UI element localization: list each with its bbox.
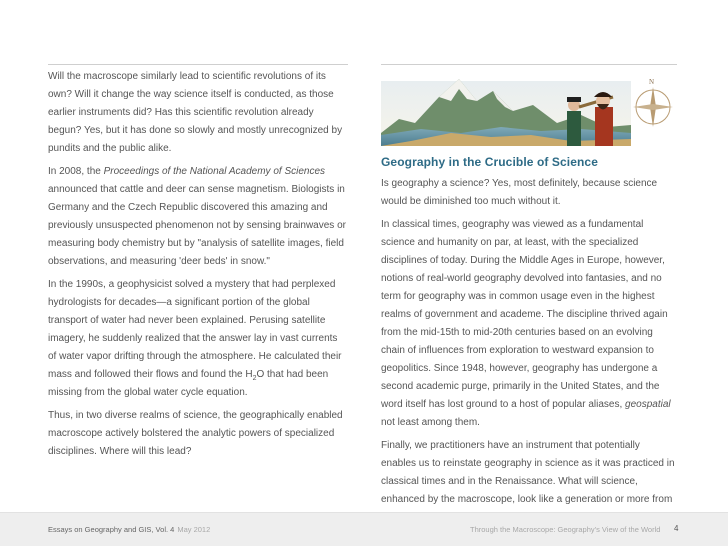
sidebar-paragraph-2-prefix: In classical times, geography was viewed as a fundamental science and humanity on par, at least, with the specialized disciplines of today. During the Middle Ages in Europe, however, notions of real-world geography devolved into fantasies, and no term for geography was in common usage even in the highest realms of government and academe. The discipline thrived again from the mid-15th to mid-20th centuries based on an evolving chain of influences from exploration to westward expansion to geopolitics. Since 1948, however, geography has undergone a second academic purge, primarily in the United States, and the word itself has lost ground to a host of popular aliases, [381, 219, 668, 410]
publication-title: Essays on Geography and GIS, Vol. 4 [48, 525, 175, 534]
page-footer [0, 512, 728, 546]
left-paragraph-3-prefix: In the 1990s, a geophysicist solved a mystery that had perplexed hydrologists for decades—a significant portion of the global transport of water had never been explained. Perusing satellite imagery, he suddenly realized that the answer lay in vast currents of water vapor drifting through the atmosphere. He calculated their mass and followed their flows and found the H [48, 279, 342, 380]
illustration-svg [381, 71, 677, 146]
sidebar-paragraph-1: Is geography a science? Yes, most definitely, because science would be diminished too much without it. [381, 178, 658, 207]
left-paragraph-2-suffix: announced that cattle and deer can sense magnetism. Biologists in Germany and the Czech Republic discovered this amazing and previously unsuspected phenomenon not by sensing brainwaves or measuring body chemistry but by "analysis of satellite images, field observations, and measuring 'deer beds' in snow." [48, 184, 346, 267]
sidebar-paragraph-2-suffix: not least among them. [381, 417, 480, 428]
sidebar-heading: Geography in the Crucible of Science [381, 155, 598, 169]
sidebar [381, 71, 677, 532]
left-paragraph-2-prefix: In 2008, the [48, 166, 104, 177]
left-paragraph-4: Thus, in two diverse realms of science, the geographically enabled macroscope actively bolstered the analytic powers of specialized disciplines. Where will this lead? [48, 410, 343, 457]
publication-date: May 2012 [177, 525, 211, 534]
compass-north-label: N [649, 78, 655, 86]
left-paragraph-2 [48, 163, 348, 271]
page-number: 4 [674, 524, 679, 533]
left-column [48, 68, 348, 466]
explorers-illustration [381, 71, 677, 146]
left-paragraph-3-suffix: O that had been missing from the global water cycle equation. [48, 369, 329, 398]
sidebar-paragraph-3: Finally, we practitioners have an instrument that potentially enables us to reinstate geography in science as it was practiced in classical times and in the Renaissance. What will science, enhanced by the macroscope, look like a generation or more from [381, 440, 675, 505]
geospatial-term: geospatial [625, 399, 671, 410]
water-subscript: 2 [252, 375, 257, 382]
left-paragraph-3 [48, 276, 348, 402]
footer-publication [48, 525, 210, 534]
footer-running-title: Through the Macroscope: Geography's View of the World [470, 525, 661, 534]
left-paragraph-1: Will the macroscope similarly lead to scientific revolutions of its own? Will it change the way science itself is conducted, as those earlier instruments did? Has this scientific revolution already begun? Yes, but it has done so slowly and mostly unrecognized by pundits and the public alike. [48, 71, 343, 154]
top-divider-right [381, 64, 677, 65]
journal-title: Proceedings of the National Academy of Sciences [103, 166, 326, 177]
top-divider-left [48, 64, 348, 65]
sidebar-paragraph-2 [381, 216, 677, 432]
